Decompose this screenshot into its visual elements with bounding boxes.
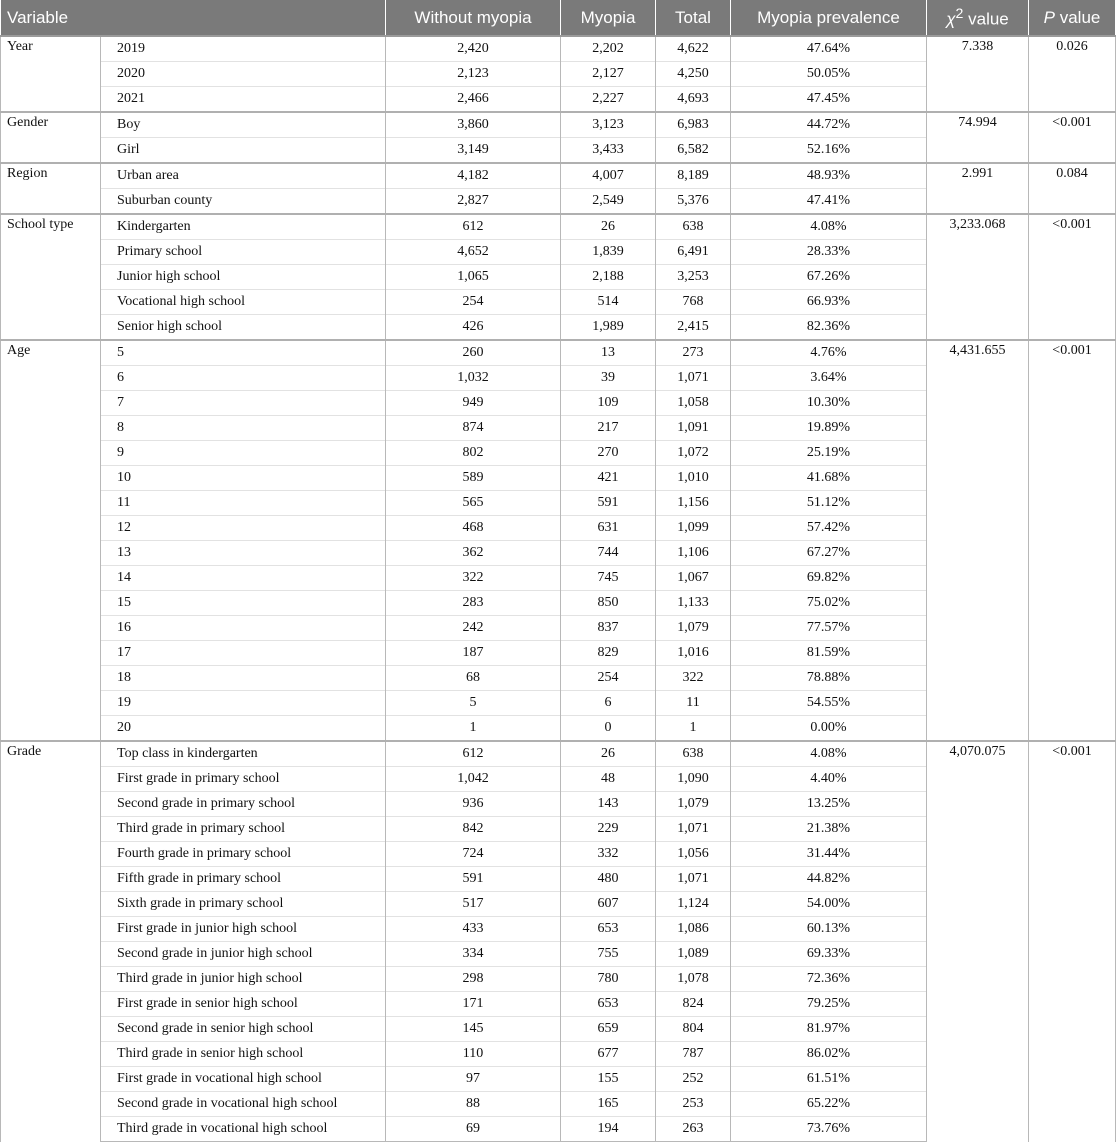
header-prevalence: Myopia prevalence xyxy=(731,0,927,36)
category-cell: Fifth grade in primary school xyxy=(101,867,386,892)
category-cell: Third grade in vocational high school xyxy=(101,1117,386,1142)
myopia-cell: 143 xyxy=(561,792,656,817)
without-myopia-cell: 949 xyxy=(386,391,561,416)
total-cell: 4,693 xyxy=(656,87,731,113)
without-myopia-cell: 260 xyxy=(386,340,561,366)
table-row xyxy=(1,741,1116,767)
without-myopia-cell: 283 xyxy=(386,591,561,616)
myopia-cell: 6 xyxy=(561,691,656,716)
without-myopia-cell: 110 xyxy=(386,1042,561,1067)
without-myopia-cell: 2,827 xyxy=(386,189,561,215)
total-cell: 1,124 xyxy=(656,892,731,917)
table-header-row xyxy=(1,0,1116,36)
category-cell: 2019 xyxy=(101,36,386,62)
category-cell: Top class in kindergarten xyxy=(101,741,386,767)
without-myopia-cell: 612 xyxy=(386,741,561,767)
total-cell: 273 xyxy=(656,340,731,366)
total-cell: 11 xyxy=(656,691,731,716)
prevalence-cell: 54.55% xyxy=(731,691,927,716)
prevalence-cell: 47.64% xyxy=(731,36,927,62)
without-myopia-cell: 1,065 xyxy=(386,265,561,290)
chi-label: value xyxy=(963,9,1009,29)
category-cell: Second grade in primary school xyxy=(101,792,386,817)
myopia-cell: 2,549 xyxy=(561,189,656,215)
prevalence-cell: 57.42% xyxy=(731,516,927,541)
header-variable: Variable xyxy=(1,0,386,36)
category-cell: Third grade in primary school xyxy=(101,817,386,842)
total-cell: 5,376 xyxy=(656,189,731,215)
table-body xyxy=(1,36,1116,1142)
table-row xyxy=(1,214,1116,240)
without-myopia-cell: 187 xyxy=(386,641,561,666)
without-myopia-cell: 68 xyxy=(386,666,561,691)
header-total: Total xyxy=(656,0,731,36)
category-cell: Vocational high school xyxy=(101,290,386,315)
myopia-cell: 653 xyxy=(561,992,656,1017)
without-myopia-cell: 591 xyxy=(386,867,561,892)
total-cell: 638 xyxy=(656,214,731,240)
chi-square-cell: 74.994 xyxy=(927,112,1029,163)
total-cell: 6,983 xyxy=(656,112,731,138)
category-cell: 5 xyxy=(101,340,386,366)
total-cell: 1,090 xyxy=(656,767,731,792)
myopia-cell: 217 xyxy=(561,416,656,441)
prevalence-cell: 4.08% xyxy=(731,214,927,240)
prevalence-cell: 78.88% xyxy=(731,666,927,691)
myopia-cell: 26 xyxy=(561,214,656,240)
prevalence-cell: 4.08% xyxy=(731,741,927,767)
total-cell: 1,133 xyxy=(656,591,731,616)
myopia-cell: 1,989 xyxy=(561,315,656,341)
category-cell: 15 xyxy=(101,591,386,616)
myopia-cell: 677 xyxy=(561,1042,656,1067)
myopia-cell: 755 xyxy=(561,942,656,967)
myopia-cell: 653 xyxy=(561,917,656,942)
without-myopia-cell: 724 xyxy=(386,842,561,867)
without-myopia-cell: 334 xyxy=(386,942,561,967)
prevalence-cell: 73.76% xyxy=(731,1117,927,1142)
without-myopia-cell: 433 xyxy=(386,917,561,942)
total-cell: 1,016 xyxy=(656,641,731,666)
prevalence-cell: 82.36% xyxy=(731,315,927,341)
chi-square-cell: 4,070.075 xyxy=(927,741,1029,1142)
total-cell: 1,058 xyxy=(656,391,731,416)
prevalence-cell: 48.93% xyxy=(731,163,927,189)
myopia-cell: 2,127 xyxy=(561,62,656,87)
prevalence-cell: 4.76% xyxy=(731,340,927,366)
myopia-cell: 744 xyxy=(561,541,656,566)
p-value-cell: <0.001 xyxy=(1029,741,1116,1142)
without-myopia-cell: 874 xyxy=(386,416,561,441)
myopia-cell: 194 xyxy=(561,1117,656,1142)
category-cell: First grade in vocational high school xyxy=(101,1067,386,1092)
prevalence-cell: 60.13% xyxy=(731,917,927,942)
total-cell: 263 xyxy=(656,1117,731,1142)
without-myopia-cell: 3,860 xyxy=(386,112,561,138)
without-myopia-cell: 4,652 xyxy=(386,240,561,265)
myopia-cell: 0 xyxy=(561,716,656,742)
total-cell: 1,079 xyxy=(656,792,731,817)
total-cell: 1,071 xyxy=(656,366,731,391)
category-cell: 2020 xyxy=(101,62,386,87)
category-cell: 8 xyxy=(101,416,386,441)
category-cell: 9 xyxy=(101,441,386,466)
header-myopia: Myopia xyxy=(561,0,656,36)
myopia-cell: 48 xyxy=(561,767,656,792)
table-row xyxy=(1,112,1116,138)
total-cell: 1,078 xyxy=(656,967,731,992)
myopia-cell: 745 xyxy=(561,566,656,591)
myopia-cell: 780 xyxy=(561,967,656,992)
variable-cell: Age xyxy=(1,340,101,741)
myopia-cell: 607 xyxy=(561,892,656,917)
prevalence-cell: 81.59% xyxy=(731,641,927,666)
myopia-cell: 829 xyxy=(561,641,656,666)
without-myopia-cell: 565 xyxy=(386,491,561,516)
prevalence-cell: 21.38% xyxy=(731,817,927,842)
total-cell: 4,622 xyxy=(656,36,731,62)
without-myopia-cell: 322 xyxy=(386,566,561,591)
variable-cell: Grade xyxy=(1,741,101,1142)
total-cell: 6,491 xyxy=(656,240,731,265)
category-cell: 11 xyxy=(101,491,386,516)
prevalence-cell: 28.33% xyxy=(731,240,927,265)
p-value-cell: 0.084 xyxy=(1029,163,1116,214)
myopia-cell: 591 xyxy=(561,491,656,516)
total-cell: 787 xyxy=(656,1042,731,1067)
myopia-cell: 332 xyxy=(561,842,656,867)
myopia-cell: 1,839 xyxy=(561,240,656,265)
total-cell: 4,250 xyxy=(656,62,731,87)
without-myopia-cell: 145 xyxy=(386,1017,561,1042)
category-cell: First grade in primary school xyxy=(101,767,386,792)
without-myopia-cell: 88 xyxy=(386,1092,561,1117)
prevalence-cell: 44.82% xyxy=(731,867,927,892)
without-myopia-cell: 298 xyxy=(386,967,561,992)
chi-square-cell: 3,233.068 xyxy=(927,214,1029,340)
category-cell: Junior high school xyxy=(101,265,386,290)
variable-cell: Gender xyxy=(1,112,101,163)
total-cell: 1,071 xyxy=(656,817,731,842)
without-myopia-cell: 517 xyxy=(386,892,561,917)
myopia-cell: 3,433 xyxy=(561,138,656,164)
myopia-cell: 270 xyxy=(561,441,656,466)
category-cell: Sixth grade in primary school xyxy=(101,892,386,917)
category-cell: Suburban county xyxy=(101,189,386,215)
category-cell: Second grade in vocational high school xyxy=(101,1092,386,1117)
prevalence-cell: 66.93% xyxy=(731,290,927,315)
without-myopia-cell: 1,042 xyxy=(386,767,561,792)
prevalence-cell: 79.25% xyxy=(731,992,927,1017)
total-cell: 8,189 xyxy=(656,163,731,189)
prevalence-cell: 13.25% xyxy=(731,792,927,817)
table-row xyxy=(1,36,1116,62)
total-cell: 824 xyxy=(656,992,731,1017)
without-myopia-cell: 802 xyxy=(386,441,561,466)
myopia-cell: 4,007 xyxy=(561,163,656,189)
category-cell: First grade in junior high school xyxy=(101,917,386,942)
category-cell: 7 xyxy=(101,391,386,416)
category-cell: 19 xyxy=(101,691,386,716)
category-cell: 13 xyxy=(101,541,386,566)
chi-square-cell: 7.338 xyxy=(927,36,1029,112)
category-cell: 18 xyxy=(101,666,386,691)
category-cell: Urban area xyxy=(101,163,386,189)
without-myopia-cell: 2,123 xyxy=(386,62,561,87)
total-cell: 1,091 xyxy=(656,416,731,441)
prevalence-cell: 65.22% xyxy=(731,1092,927,1117)
category-cell: Fourth grade in primary school xyxy=(101,842,386,867)
total-cell: 1,067 xyxy=(656,566,731,591)
myopia-cell: 631 xyxy=(561,516,656,541)
without-myopia-cell: 936 xyxy=(386,792,561,817)
p-label: value xyxy=(1054,7,1101,27)
without-myopia-cell: 4,182 xyxy=(386,163,561,189)
without-myopia-cell: 69 xyxy=(386,1117,561,1142)
myopia-cell: 850 xyxy=(561,591,656,616)
header-chi-square xyxy=(927,0,1029,36)
myopia-cell: 155 xyxy=(561,1067,656,1092)
category-cell: 12 xyxy=(101,516,386,541)
total-cell: 1,099 xyxy=(656,516,731,541)
without-myopia-cell: 842 xyxy=(386,817,561,842)
total-cell: 3,253 xyxy=(656,265,731,290)
without-myopia-cell: 3,149 xyxy=(386,138,561,164)
prevalence-cell: 69.82% xyxy=(731,566,927,591)
total-cell: 768 xyxy=(656,290,731,315)
total-cell: 1,072 xyxy=(656,441,731,466)
category-cell: 10 xyxy=(101,466,386,491)
prevalence-cell: 86.02% xyxy=(731,1042,927,1067)
without-myopia-cell: 242 xyxy=(386,616,561,641)
myopia-cell: 3,123 xyxy=(561,112,656,138)
without-myopia-cell: 468 xyxy=(386,516,561,541)
myopia-cell: 39 xyxy=(561,366,656,391)
category-cell: 17 xyxy=(101,641,386,666)
p-value-cell: <0.001 xyxy=(1029,340,1116,741)
prevalence-cell: 52.16% xyxy=(731,138,927,164)
myopia-cell: 2,188 xyxy=(561,265,656,290)
prevalence-cell: 72.36% xyxy=(731,967,927,992)
chi-superscript: 2 xyxy=(955,5,964,22)
myopia-cell: 165 xyxy=(561,1092,656,1117)
category-cell: First grade in senior high school xyxy=(101,992,386,1017)
p-value-cell: 0.026 xyxy=(1029,36,1116,112)
prevalence-cell: 75.02% xyxy=(731,591,927,616)
total-cell: 1,071 xyxy=(656,867,731,892)
total-cell: 322 xyxy=(656,666,731,691)
prevalence-cell: 4.40% xyxy=(731,767,927,792)
prevalence-cell: 44.72% xyxy=(731,112,927,138)
header-without-myopia: Without myopia xyxy=(386,0,561,36)
prevalence-cell: 41.68% xyxy=(731,466,927,491)
myopia-cell: 837 xyxy=(561,616,656,641)
prevalence-cell: 50.05% xyxy=(731,62,927,87)
total-cell: 253 xyxy=(656,1092,731,1117)
variable-cell: School type xyxy=(1,214,101,340)
category-cell: Second grade in junior high school xyxy=(101,942,386,967)
prevalence-cell: 0.00% xyxy=(731,716,927,742)
without-myopia-cell: 171 xyxy=(386,992,561,1017)
p-value-cell: <0.001 xyxy=(1029,112,1116,163)
total-cell: 1,156 xyxy=(656,491,731,516)
variable-cell: Year xyxy=(1,36,101,112)
prevalence-cell: 61.51% xyxy=(731,1067,927,1092)
prevalence-cell: 3.64% xyxy=(731,366,927,391)
myopia-cell: 109 xyxy=(561,391,656,416)
total-cell: 638 xyxy=(656,741,731,767)
category-cell: Kindergarten xyxy=(101,214,386,240)
myopia-cell: 26 xyxy=(561,741,656,767)
without-myopia-cell: 362 xyxy=(386,541,561,566)
category-cell: Senior high school xyxy=(101,315,386,341)
prevalence-cell: 54.00% xyxy=(731,892,927,917)
category-cell: 20 xyxy=(101,716,386,742)
without-myopia-cell: 1 xyxy=(386,716,561,742)
prevalence-cell: 31.44% xyxy=(731,842,927,867)
prevalence-cell: 69.33% xyxy=(731,942,927,967)
without-myopia-cell: 589 xyxy=(386,466,561,491)
table-row xyxy=(1,163,1116,189)
prevalence-cell: 67.26% xyxy=(731,265,927,290)
myopia-cell: 229 xyxy=(561,817,656,842)
p-value-cell: <0.001 xyxy=(1029,214,1116,340)
table-row xyxy=(1,340,1116,366)
category-cell: Boy xyxy=(101,112,386,138)
total-cell: 252 xyxy=(656,1067,731,1092)
myopia-cell: 659 xyxy=(561,1017,656,1042)
without-myopia-cell: 2,466 xyxy=(386,87,561,113)
prevalence-cell: 77.57% xyxy=(731,616,927,641)
prevalence-cell: 19.89% xyxy=(731,416,927,441)
total-cell: 1,086 xyxy=(656,917,731,942)
without-myopia-cell: 2,420 xyxy=(386,36,561,62)
total-cell: 1,010 xyxy=(656,466,731,491)
prevalence-cell: 10.30% xyxy=(731,391,927,416)
category-cell: 6 xyxy=(101,366,386,391)
chi-square-cell: 2.991 xyxy=(927,163,1029,214)
chi-square-cell: 4,431.655 xyxy=(927,340,1029,741)
total-cell: 1,089 xyxy=(656,942,731,967)
myopia-cell: 13 xyxy=(561,340,656,366)
without-myopia-cell: 97 xyxy=(386,1067,561,1092)
myopia-cell: 421 xyxy=(561,466,656,491)
category-cell: 16 xyxy=(101,616,386,641)
without-myopia-cell: 1,032 xyxy=(386,366,561,391)
myopia-cell: 2,227 xyxy=(561,87,656,113)
total-cell: 804 xyxy=(656,1017,731,1042)
myopia-cell: 480 xyxy=(561,867,656,892)
total-cell: 6,582 xyxy=(656,138,731,164)
without-myopia-cell: 5 xyxy=(386,691,561,716)
total-cell: 1 xyxy=(656,716,731,742)
chi-symbol: χ xyxy=(946,9,956,29)
total-cell: 2,415 xyxy=(656,315,731,341)
total-cell: 1,056 xyxy=(656,842,731,867)
category-cell: Girl xyxy=(101,138,386,164)
myopia-cell: 2,202 xyxy=(561,36,656,62)
total-cell: 1,106 xyxy=(656,541,731,566)
prevalence-cell: 47.45% xyxy=(731,87,927,113)
category-cell: Second grade in senior high school xyxy=(101,1017,386,1042)
category-cell: 14 xyxy=(101,566,386,591)
prevalence-cell: 25.19% xyxy=(731,441,927,466)
category-cell: Third grade in junior high school xyxy=(101,967,386,992)
category-cell: Third grade in senior high school xyxy=(101,1042,386,1067)
header-p-value xyxy=(1029,0,1116,36)
total-cell: 1,079 xyxy=(656,616,731,641)
category-cell: 2021 xyxy=(101,87,386,113)
variable-cell: Region xyxy=(1,163,101,214)
prevalence-cell: 47.41% xyxy=(731,189,927,215)
prevalence-cell: 51.12% xyxy=(731,491,927,516)
prevalence-cell: 67.27% xyxy=(731,541,927,566)
myopia-cell: 514 xyxy=(561,290,656,315)
p-symbol: P xyxy=(1043,7,1055,27)
without-myopia-cell: 612 xyxy=(386,214,561,240)
myopia-cell: 254 xyxy=(561,666,656,691)
prevalence-cell: 81.97% xyxy=(731,1017,927,1042)
without-myopia-cell: 254 xyxy=(386,290,561,315)
category-cell: Primary school xyxy=(101,240,386,265)
without-myopia-cell: 426 xyxy=(386,315,561,341)
